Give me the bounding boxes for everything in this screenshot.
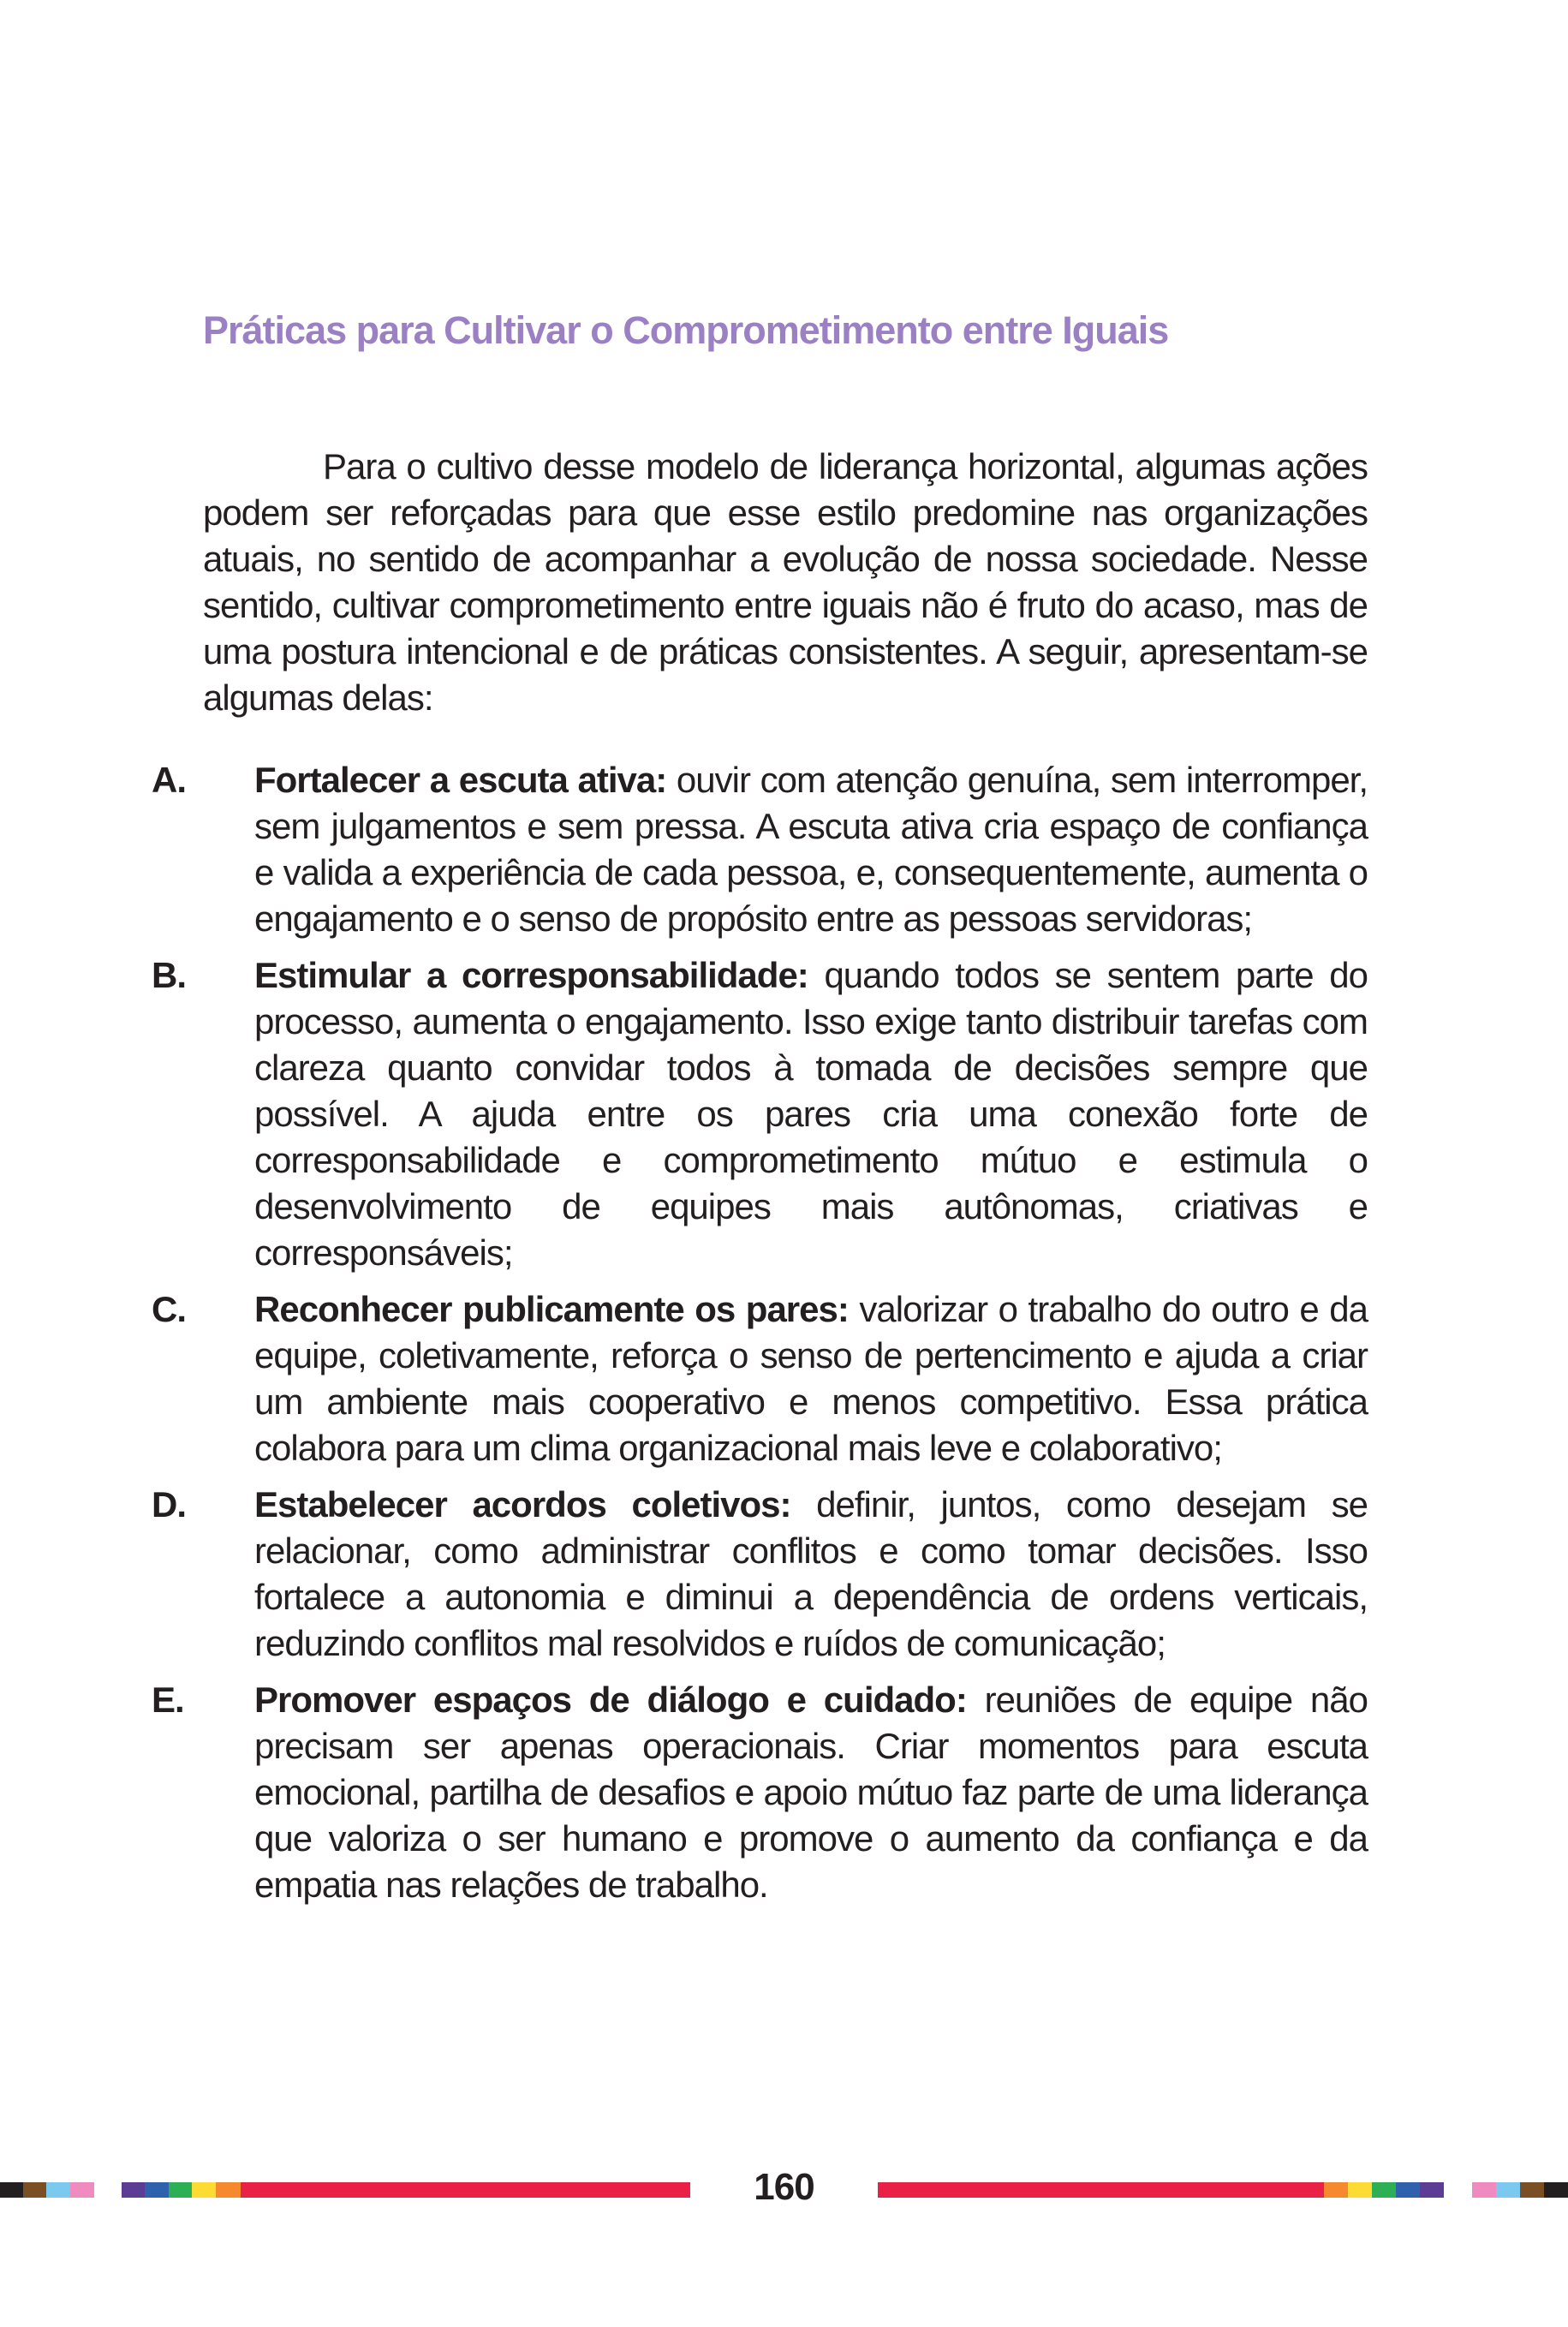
item-lead: Estabelecer acordos coletivos: [254,1484,791,1524]
footer-segment-light-blue [46,2182,70,2198]
footer-segment-black [1544,2182,1568,2198]
footer-segment-white-gap [1444,2182,1472,2198]
footer-color-bar-right [878,2182,1568,2198]
practice-item-c [152,1286,1368,1471]
footer-segment-black [0,2182,23,2198]
page-number: 160 [754,2166,814,2208]
footer-segment-red [878,2182,1324,2198]
item-text: reuniões de equipe não precisam ser apenas operacionais. Criar momentos para escuta emocional, partilha de desafios e apoio mútuo faz parte de uma liderança que valoriza o ser humano e promove o aumento da confiança e da empatia nas relações de trabalho. [254,1680,1368,1905]
footer-segment-orange [1324,2182,1348,2198]
practice-item-d [152,1482,1368,1667]
item-text: valorizar o trabalho do outro e da equipe, coletivamente, reforça o senso de pertencimento e ajuda a criar um ambiente mais cooperativo e menos competitivo. Essa prática colabora para um clima organizacional mais leve e colaborativo; [254,1289,1368,1468]
item-letter: B. [152,955,186,995]
footer-segment-green [1372,2182,1396,2198]
footer-segment-blue [1396,2182,1420,2198]
footer-segment-pink [70,2182,94,2198]
item-letter: C. [152,1289,186,1329]
page-title: Práticas para Cultivar o Comprometimento entre Iguais [203,308,1169,352]
footer-color-bar-left [0,2182,690,2198]
footer-segment-pink [1472,2182,1496,2198]
footer-segment-brown [23,2182,46,2198]
item-letter: A. [152,760,186,800]
intro-paragraph: Para o cultivo desse modelo de liderança horizontal, algumas ações podem ser reforçadas para que esse estilo predomine nas organizações atuais, no sentido de acompanhar a evolução de nossa sociedade. Nesse sentido, cultivar comprometimento entre iguais não é fruto do acaso, mas de uma postura intencional e de práticas consistentes. A seguir, apresentam-se algumas delas: [203,446,1368,718]
footer-segment-red [241,2182,690,2198]
item-letter: E. [152,1680,184,1720]
footer-segment-purple [1420,2182,1444,2198]
footer-segment-white-gap [94,2182,122,2198]
footer-segment-green [169,2182,192,2198]
item-lead: Promover espaços de diálogo e cuidado: [254,1680,967,1720]
footer-segment-purple [122,2182,145,2198]
item-lead: Estimular a corresponsabilidade: [254,955,808,995]
item-text: ouvir com atenção genuína, sem interromper, sem julgamentos e sem pressa. A escuta ativa cria espaço de confiança e valida a experiência de cada pessoa, e, consequentemente, aumenta o engajamento e o senso de propósito entre as pessoas servidoras; [254,760,1368,939]
footer-segment-light-blue [1496,2182,1520,2198]
item-text: quando todos se sentem parte do processo, aumenta o engajamento. Isso exige tanto distribuir tarefas com clareza quanto convidar todos à tomada de decisões sempre que possível. A ajuda entre os pares cria uma conexão forte de corresponsabilidade e comprometimento mútuo e estimula o desenvolvimento de equipes mais autônomas, criativas e corresponsáveis; [254,955,1368,1273]
item-text: definir, juntos, como desejam se relacionar, como administrar conflitos e como tomar decisões. Isso fortalece a autonomia e diminui a dependência de ordens verticais, reduzindo conflitos mal resolvidos e ruídos de comunicação; [254,1484,1368,1663]
practice-item-a [152,757,1368,942]
item-letter: D. [152,1484,186,1524]
footer-segment-yellow [192,2182,216,2198]
footer-segment-blue [145,2182,169,2198]
practice-item-b [152,952,1368,1276]
item-lead: Reconhecer publicamente os pares: [254,1289,849,1329]
practice-item-e [152,1677,1368,1908]
footer-segment-brown [1520,2182,1544,2198]
footer-segment-orange [216,2182,241,2198]
footer-segment-yellow [1348,2182,1372,2198]
page-content [152,307,1368,1908]
item-lead: Fortalecer a escuta ativa: [254,760,667,800]
